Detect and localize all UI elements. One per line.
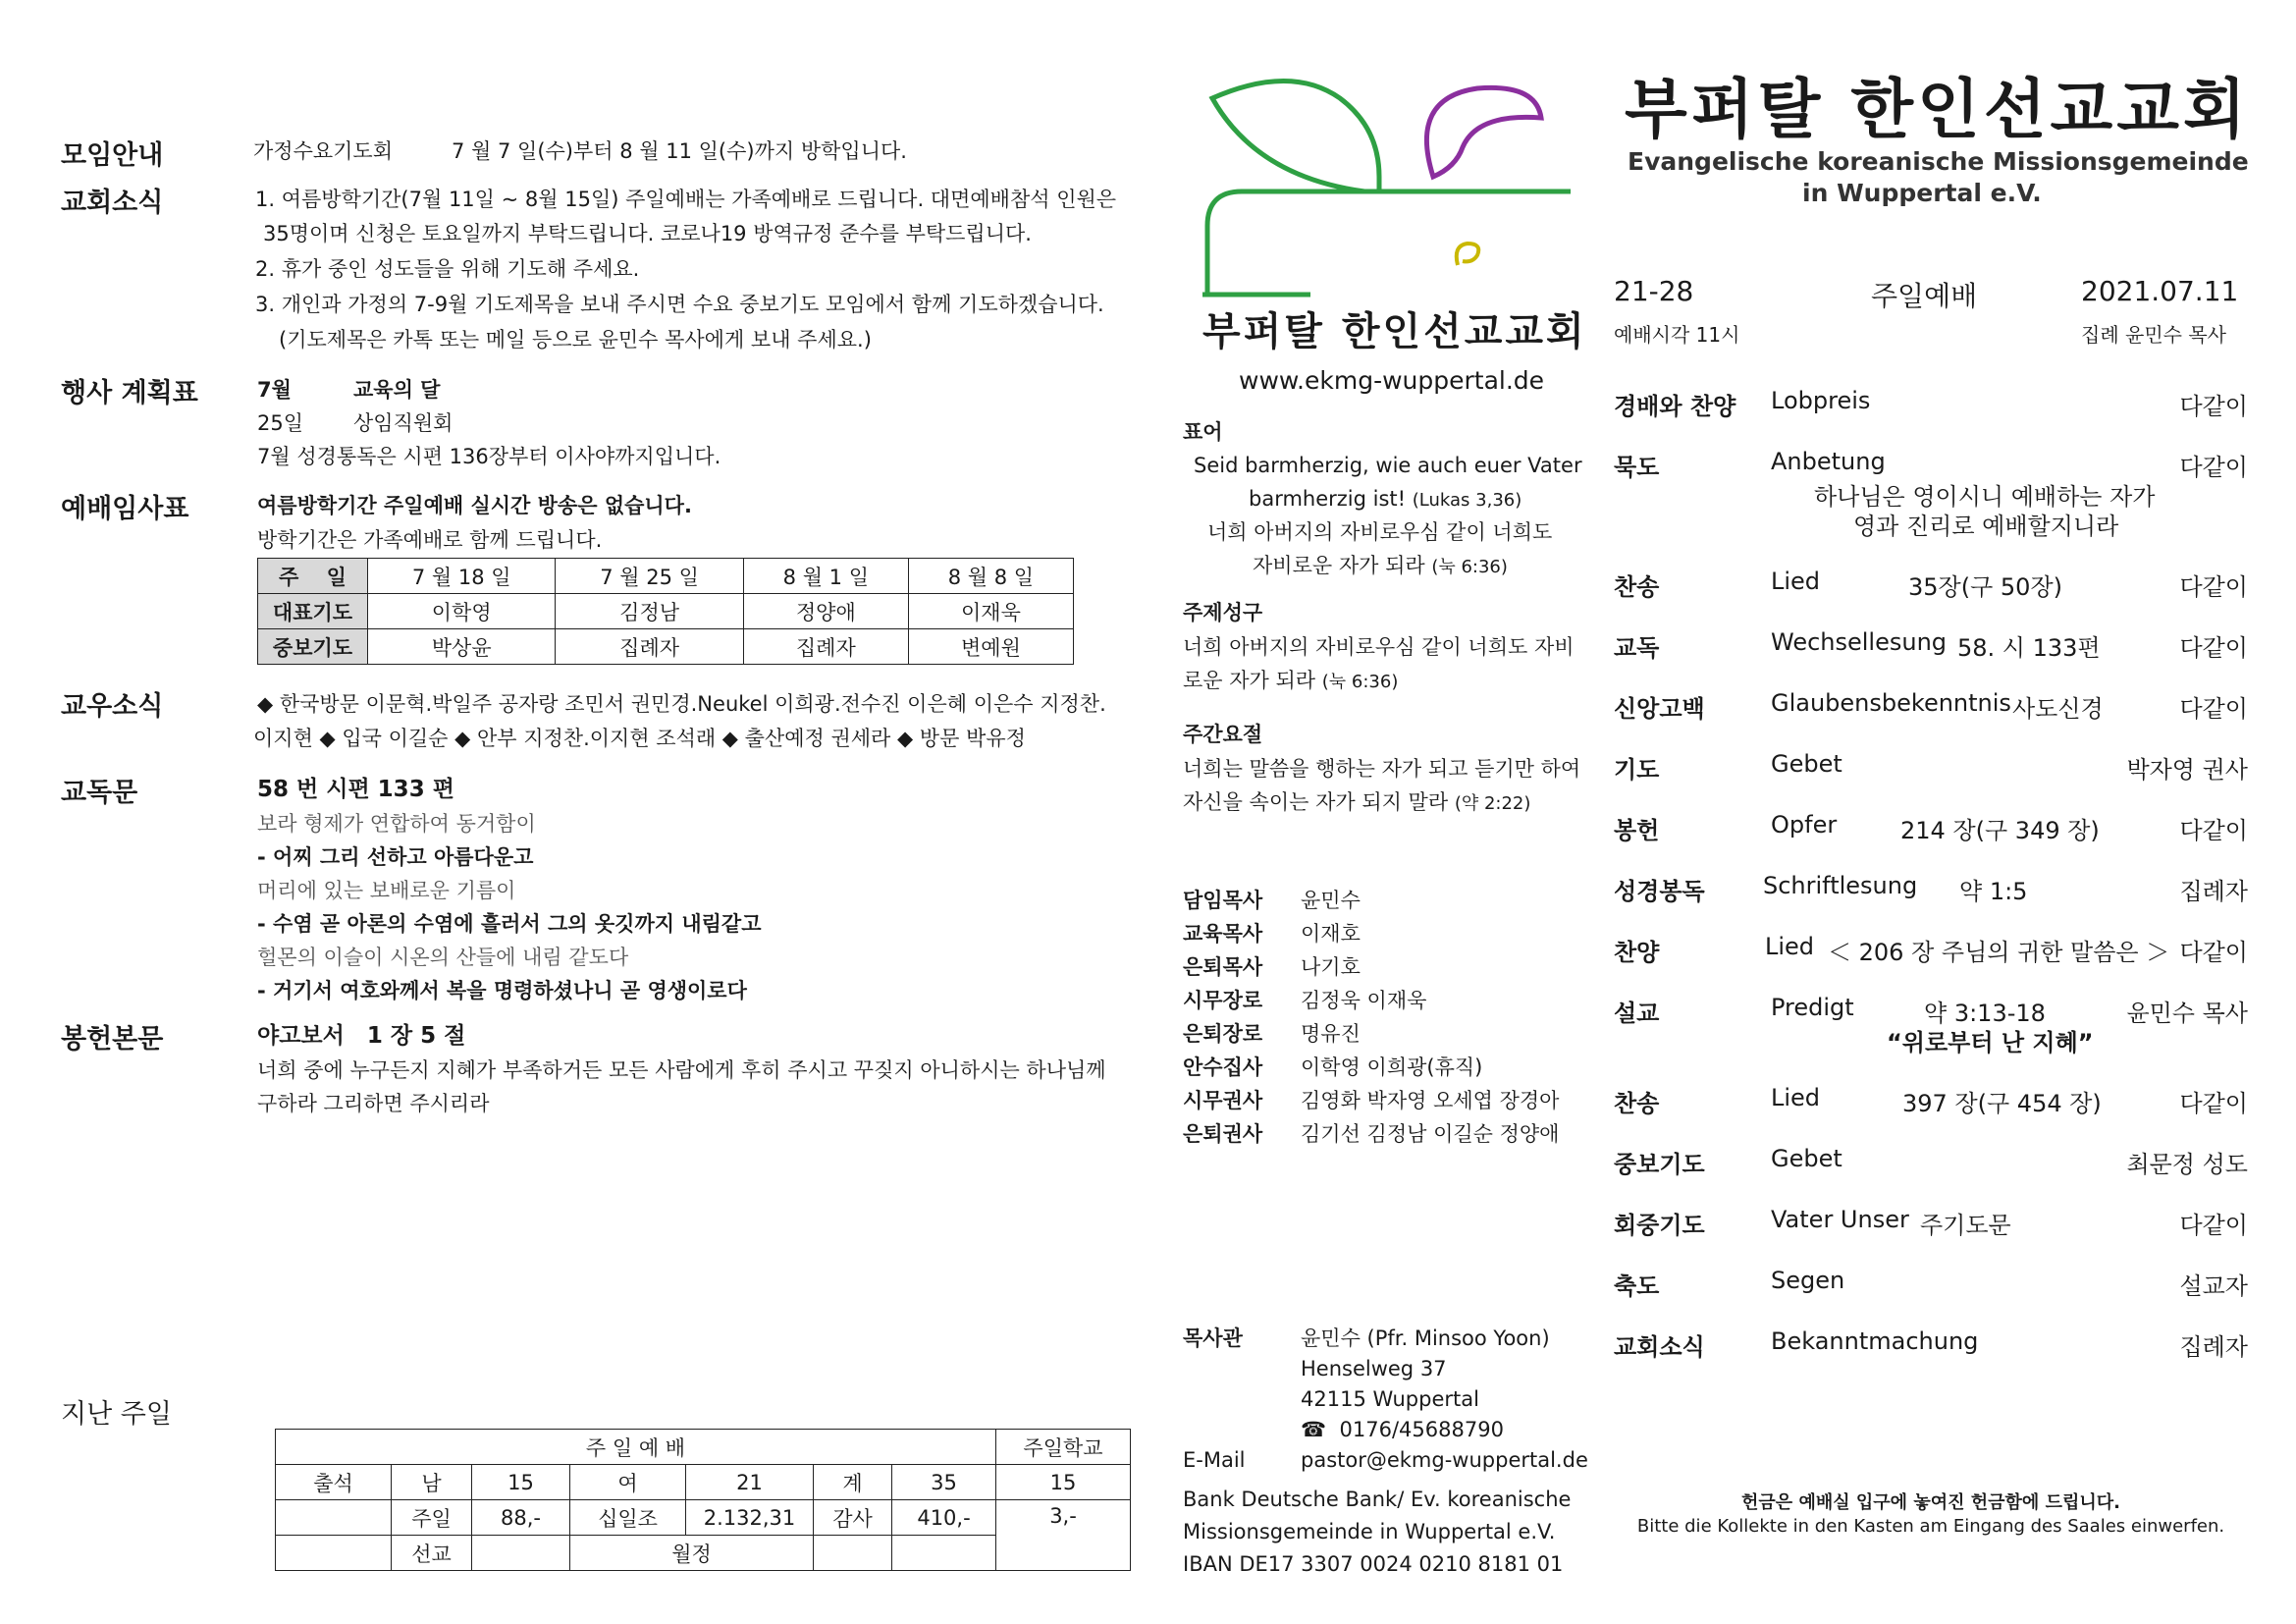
staff-row: 담임목사 윤민수 — [1183, 889, 1361, 912]
order-row-3: 교독 Wechsellesung 58. 시 133편 다같이 — [1614, 628, 2248, 662]
order-row-9: 설교 Predigt 약 3:13-18 윤민수 목사 — [1614, 994, 2248, 1027]
attendance-cell: 월정 — [570, 1536, 814, 1571]
events-note: 7월 성경통독은 시편 136장부터 이사야까지입니다. — [257, 445, 721, 468]
attendance-header-school: 주일학교 — [996, 1430, 1131, 1465]
order-row-4: 신앙고백 Glaubensbekenntnis 사도신경 다같이 — [1614, 689, 2248, 723]
staff-row: 시무권사 김영화 박자영 오세엽 장경아 — [1183, 1089, 1560, 1112]
phone-icon: ☎ — [1301, 1418, 1327, 1441]
attendance-cell: 410,- — [892, 1500, 996, 1536]
attendance-cell — [276, 1536, 392, 1571]
order-row-5: 기도 Gebet 박자영 권사 — [1614, 750, 2248, 784]
church-title-de-2: in Wuppertal e.V. — [1802, 179, 2042, 207]
order-row-10: 찬송 Lied 397 장(구 454 장) 다같이 — [1614, 1084, 2248, 1117]
duty-cell: 이학영 — [368, 594, 556, 629]
news-line-5: (기도제목은 카톡 또는 메일 등으로 윤민수 목사에게 보내 주세요.) — [279, 328, 872, 352]
offering-line-1: 너희 중에 누구든지 지혜가 부족하거든 모든 사람에게 후히 주시고 꾸짖지 아니하시는 하나님께 — [257, 1058, 1106, 1082]
bulletin-number: 21-28 — [1614, 275, 1694, 307]
staff-row: 은퇴장로 명유진 — [1183, 1022, 1361, 1046]
duty-header-2: 7 월 25 일 — [556, 559, 743, 594]
order-row-13: 축도 Segen 설교자 — [1614, 1267, 2248, 1300]
motto-line-1: Seid barmherzig, wie auch euer Vater — [1194, 454, 1582, 477]
church-logo-icon — [1183, 59, 1585, 334]
duty-row-label: 중보기도 — [258, 629, 368, 665]
attendance-cell: 3,- — [996, 1500, 1131, 1571]
attendance-cell: 88,- — [472, 1500, 570, 1536]
order-row-7: 성경봉독 Schriftlesung 약 1:5 집례자 — [1614, 872, 2248, 905]
attendance-cell: 출석 — [276, 1465, 392, 1500]
attendance-cell — [276, 1500, 392, 1536]
duty-cell: 변예원 — [908, 629, 1073, 665]
duty-table — [257, 558, 1074, 665]
attendance-header-service: 주 일 예 배 — [276, 1430, 996, 1465]
theme-line-2: 로운 자가 되라 (눅 6:36) — [1183, 669, 1399, 692]
notice-group: 가정수요기도회 — [253, 139, 394, 163]
contact-name: 윤민수 (Pfr. Minsoo Yoon) — [1301, 1326, 1550, 1350]
weekly-label: 주간요절 — [1183, 723, 1263, 746]
duty-cell: 이재욱 — [908, 594, 1073, 629]
notice-text: 7 월 7 일(수)부터 8 월 11 일(수)까지 방학입니다. — [452, 139, 907, 163]
offering-title: 야고보서 1 장 5 절 — [257, 1023, 466, 1049]
duty-header-1: 7 월 18 일 — [368, 559, 556, 594]
news-line-4: 3. 개인과 가정의 7-9월 기도제목을 보내 주시면 수요 중보기도 모임에서 함께 기도하겠습니다. — [255, 293, 1104, 316]
anbetung-line-1: 하나님은 영이시니 예배하는 자가 — [1814, 483, 2156, 511]
bank-line-3: IBAN DE17 3307 0024 0210 8181 01 — [1183, 1552, 1564, 1576]
church-title: 부퍼탈 한인선교교회 — [1625, 72, 2250, 147]
order-row-14: 교회소식 Bekanntmachung 집례자 — [1614, 1327, 2248, 1361]
motto-label: 표어 — [1183, 420, 1223, 444]
attendance-cell: 선교 — [392, 1536, 472, 1571]
events-theme: 교육의 달 — [353, 378, 441, 402]
contact-label: 목사관 — [1183, 1326, 1243, 1350]
reading-line-3: 머리에 있는 보배로운 기름이 — [257, 879, 516, 902]
attendance-cell — [814, 1536, 892, 1571]
notice-label: 모임안내 — [61, 140, 164, 171]
contact-phone: ☎ 0176/45688790 — [1301, 1418, 1504, 1441]
attendance-cell: 계 — [814, 1465, 892, 1500]
service-time: 예배시각 11시 — [1614, 323, 1740, 347]
order-row-0: 경배와 찬양 Lobpreis 다같이 — [1614, 387, 2248, 420]
attendance-cell: 남 — [392, 1465, 472, 1500]
staff-row: 은퇴목사 나기호 — [1183, 955, 1361, 979]
duty-cell: 박상윤 — [368, 629, 556, 665]
attendance-cell: 감사 — [814, 1500, 892, 1536]
duty-header-4: 8 월 8 일 — [908, 559, 1073, 594]
duty-line-1: 여름방학기간 주일예배 실시간 방송은 없습니다. — [257, 494, 692, 517]
attendance-cell: 2.132,31 — [686, 1500, 814, 1536]
duty-row-label: 대표기도 — [258, 594, 368, 629]
staff-row: 안수집사 이학영 이희광(휴직) — [1183, 1056, 1483, 1079]
news-line-1: 1. 여름방학기간(7월 11일 ~ 8월 15일) 주일예배는 가족예배로 드립니다. 대면예배참석 인원은 — [255, 188, 1117, 211]
reading-line-2: - 어찌 그리 선하고 아름다운고 — [257, 845, 534, 869]
bank-line-1: Bank Deutsche Bank/ Ev. koreanische — [1183, 1488, 1572, 1511]
contact-street: Henselweg 37 — [1301, 1357, 1447, 1380]
events-event: 상임직원회 — [353, 411, 454, 435]
reading-title: 58 번 시편 133 편 — [257, 777, 454, 802]
attendance-cell: 주일 — [392, 1500, 472, 1536]
reading-line-4: - 수염 곧 아론의 수염에 흘러서 그의 옷깃까지 내림같고 — [257, 912, 762, 936]
reading-line-1: 보라 형제가 연합하여 동거함이 — [257, 812, 536, 836]
order-row-8: 찬양 Lied ＜ 206 장 주님의 귀한 말씀은 ＞ 다같이 — [1614, 933, 2248, 966]
order-row-12: 회중기도 Vater Unser 주기도문 다같이 — [1614, 1206, 2248, 1239]
weekly-line-1: 너희는 말씀을 행하는 자가 되고 듣기만 하여 — [1183, 757, 1581, 781]
theme-label: 주제성구 — [1183, 601, 1263, 624]
members-line-2: 이지현 ◆ 입국 이길순 ◆ 안부 지정찬.이지현 조석래 ◆ 출산예정 권세라 ◆ 방문 박유정 — [253, 727, 1026, 750]
last-week-label: 지난 주일 — [61, 1399, 172, 1430]
members-line-1: ◆ 한국방문 이문혁.박일주 공자랑 조민서 권민경.Neukel 이희광.전수진 이은혜 이은수 지정찬. — [257, 692, 1106, 716]
attendance-cell: 21 — [686, 1465, 814, 1500]
reading-line-6: - 거기서 여호와께서 복을 명령하셨나니 곧 영생이로다 — [257, 979, 747, 1002]
duty-cell: 집례자 — [556, 629, 743, 665]
offering-label: 봉헌본문 — [61, 1024, 164, 1055]
attendance-cell: 십일조 — [570, 1500, 686, 1536]
motto-line-3: 너희 아버지의 자비로우심 같이 너희도 — [1207, 520, 1553, 544]
reading-line-5: 헐몬의 이슬이 시온의 산들에 내림 같도다 — [257, 946, 629, 969]
attendance-cell: 15 — [472, 1465, 570, 1500]
news-label: 교회소식 — [61, 188, 164, 218]
news-line-2: 35명이며 신청은 토요일까지 부탁드립니다. 코로나19 방역규정 준수를 부탁드립니다. — [263, 222, 1032, 245]
duty-cell: 집례자 — [743, 629, 908, 665]
anbetung-line-2: 영과 진리로 예배할지니라 — [1853, 513, 2119, 540]
attendance-cell: 35 — [892, 1465, 996, 1500]
email-link[interactable]: pastor@ekmg-wuppertal.de — [1301, 1448, 1588, 1472]
order-row-11: 중보기도 Gebet 최문정 성도 — [1614, 1145, 2248, 1178]
duty-header-0: 주 일 — [258, 559, 368, 594]
duty-header-3: 8 월 1 일 — [743, 559, 908, 594]
service-leader: 집례 윤민수 목사 — [2081, 323, 2226, 347]
footer-german: Bitte die Kollekte in den Kasten am Eingang des Saales einwerfen. — [1636, 1516, 2225, 1537]
motto-line-2: barmherzig ist! (Lukas 3,36) — [1249, 487, 1522, 511]
events-month: 7월 — [257, 378, 292, 402]
church-title-de-1: Evangelische koreanische Missionsgemeinde — [1628, 147, 2249, 176]
weekly-line-2: 자신을 속이는 자가 되지 말라 (약 2:22) — [1183, 790, 1531, 814]
duty-label: 예배임사표 — [61, 494, 189, 524]
sermon-title: “위로부터 난 지혜” — [1887, 1029, 2094, 1056]
email-label: E-Mail — [1183, 1448, 1246, 1472]
duty-cell: 정양애 — [743, 594, 908, 629]
attendance-table — [275, 1429, 1131, 1571]
bank-line-2: Missionsgemeinde in Wuppertal e.V. — [1183, 1520, 1556, 1543]
order-row-6: 봉헌 Opfer 214 장(구 349 장) 다같이 — [1614, 811, 2248, 844]
news-line-3: 2. 휴가 중인 성도들을 위해 기도해 주세요. — [255, 257, 640, 281]
staff-row: 시무장로 김정욱 이재욱 — [1183, 989, 1427, 1012]
events-label: 행사 계획표 — [61, 378, 198, 408]
order-row-1: 묵도 Anbetung 다같이 — [1614, 448, 2248, 481]
duty-line-2: 방학기간은 가족예배로 함께 드립니다. — [257, 528, 603, 552]
staff-row: 교육목사 이재호 — [1183, 922, 1361, 946]
order-row-2: 찬송 Lied 35장(구 50장) 다같이 — [1614, 568, 2248, 601]
reading-label: 교독문 — [61, 778, 138, 808]
footer-korean: 헌금은 예배실 입구에 놓여진 헌금함에 드립니다. — [1741, 1492, 2120, 1513]
website-link[interactable]: www.ekmg-wuppertal.de — [1239, 366, 1545, 395]
events-day: 25일 — [257, 411, 304, 435]
attendance-cell — [892, 1536, 996, 1571]
members-label: 교우소식 — [61, 691, 164, 722]
staff-row: 은퇴권사 김기선 김정남 이길순 정양애 — [1183, 1122, 1560, 1146]
motto-line-4: 자비로운 자가 되라 (눅 6:36) — [1253, 554, 1508, 577]
service-name: 주일예배 — [1871, 280, 1978, 312]
offering-line-2: 구하라 그리하면 주시리라 — [257, 1092, 490, 1115]
duty-cell: 김정남 — [556, 594, 743, 629]
staff-list — [1183, 884, 1559, 1151]
attendance-cell — [472, 1536, 570, 1571]
attendance-cell: 15 — [996, 1465, 1131, 1500]
contact-city: 42115 Wuppertal — [1301, 1387, 1479, 1411]
theme-line-1: 너희 아버지의 자비로우심 같이 너희도 자비 — [1183, 635, 1575, 659]
logo-text: 부퍼탈 한인선교교회 — [1202, 309, 1587, 354]
attendance-cell: 여 — [570, 1465, 686, 1500]
service-date: 2021.07.11 — [2081, 275, 2239, 307]
